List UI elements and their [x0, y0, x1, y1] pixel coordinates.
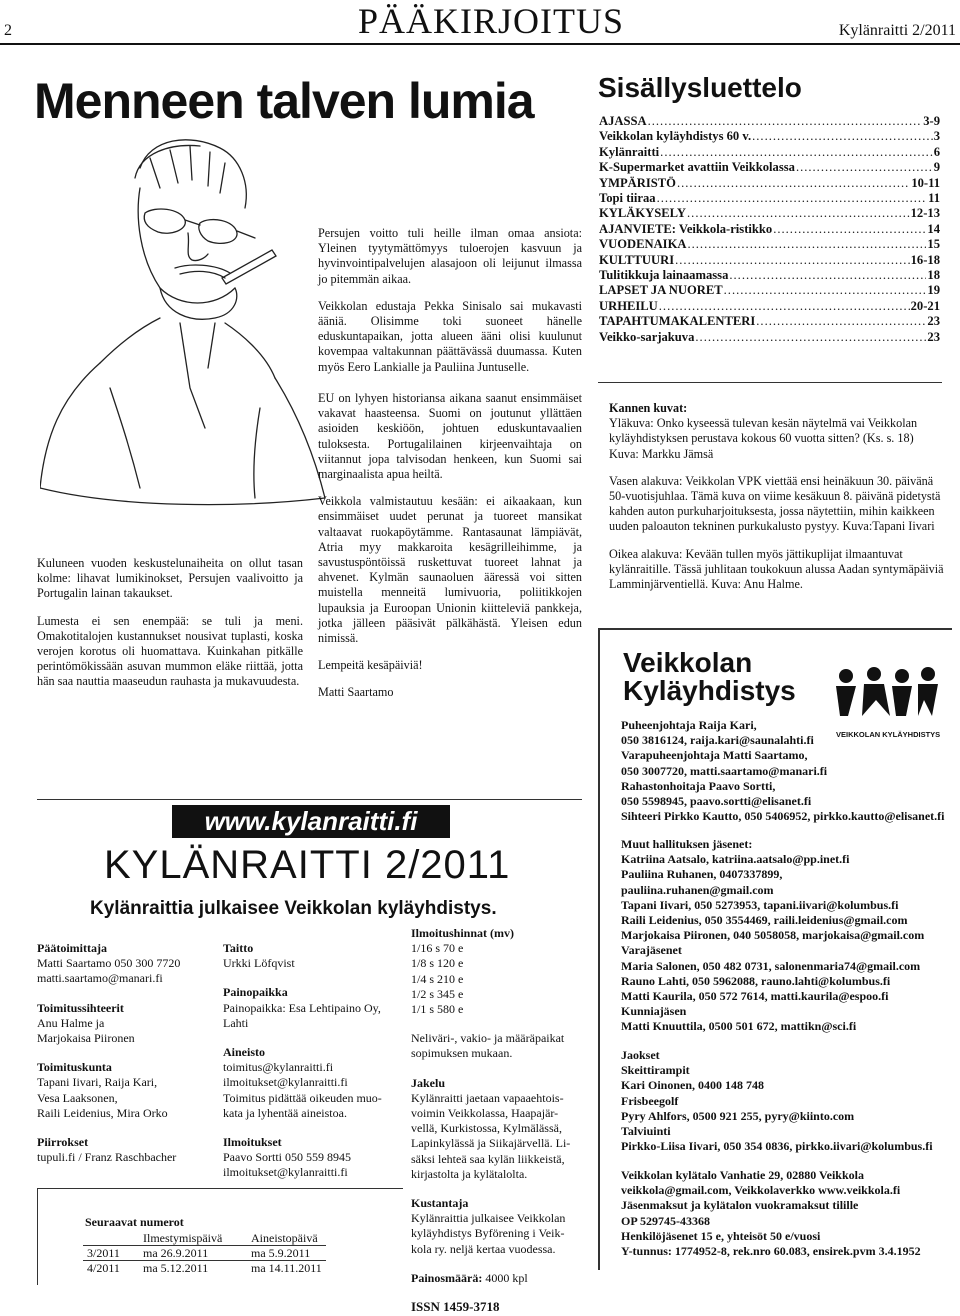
ad-price: 1/1 s 580 e [411, 1002, 464, 1017]
toc-item[interactable]: Topi tiiraa ..... 11 [599, 191, 940, 206]
association-members [621, 837, 951, 1035]
member-line: Matti Knuuttila, 0500 501 672, mattikn@sci.fi [621, 1019, 857, 1034]
distribution-line: vellä, Kurkistossa, Kylmälässä, [411, 1121, 562, 1136]
member-line: Rauno Lahti, 050 5962088, rauno.lahti@kolumbus.fi [621, 973, 891, 988]
distribution-line: Lapinkylässä ja Siikajärvellä. Li- [411, 1136, 571, 1151]
association-contact [621, 1168, 951, 1259]
officer-line: Sihteeri Pirkko Kautto, 050 5406952, pirkko.kautto@elisanet.fi [621, 809, 945, 824]
material-line: kata ja lyhentää aineistoa. [223, 1105, 347, 1120]
toc-item[interactable]: Veikkolan kyläyhdistys 60 v. ..... 3 [599, 129, 940, 144]
table-row [83, 1261, 326, 1276]
ad-price: 1/8 s 120 e [411, 956, 464, 971]
table-cell: 3/2011 [87, 1246, 120, 1260]
editor-line: matti.saartamo@manari.fi [37, 971, 163, 986]
member-line: Raili Leidenius, 050 3554469, raili.leidenius@gmail.com [621, 913, 908, 928]
masthead-col1 [37, 941, 217, 1165]
ad-note: Neliväri-, vakio- ja määräpaikat [411, 1031, 565, 1046]
member-line: Kunniajäsen [621, 1004, 687, 1019]
member-line: Matti Kaurila, 050 572 7614, matti.kaurila@espoo.fi [621, 989, 889, 1004]
contact-line: Veikkolan kylätalo Vanhatie 29, 02880 Veikkola [621, 1168, 864, 1182]
editorial-author: Matti Saartamo [318, 685, 394, 700]
editorial-col-left [37, 556, 303, 702]
editorial-board-line: Vesa Laaksonen, [37, 1090, 118, 1105]
association-sections [621, 1048, 951, 1154]
table-cell: ma 26.9.2011 [143, 1246, 209, 1260]
paragraph: Lempeitä kesäpäiviä! [318, 658, 423, 673]
distribution-heading: Jakelu [411, 1075, 446, 1090]
cover-captions [609, 401, 945, 604]
hair-stroke [150, 146, 225, 193]
editorial-headline: Menneen talven lumia [34, 73, 534, 129]
drawings-line: tupuli.fi / Franz Raschbacher [37, 1150, 177, 1165]
coat-fold [110, 388, 260, 498]
masthead-col3 [411, 926, 586, 1286]
print-run [411, 1271, 586, 1286]
toc-item[interactable]: URHEILU ..... 20-21 [599, 299, 940, 314]
association-box [598, 628, 952, 1270]
material-heading: Aineisto [223, 1045, 265, 1060]
association-officers [621, 718, 951, 824]
ad-note: sopimuksen mukaan. [411, 1046, 513, 1061]
association-logo-text: VEIKKOLAN KYLÄYHDISTYS [836, 730, 941, 739]
table-cell: ma 14.11.2011 [251, 1261, 322, 1275]
ad-price: 1/2 s 345 e [411, 986, 464, 1001]
ads-contact-line: Paavo Sortti 050 559 8945 [223, 1150, 351, 1165]
glasses-bridge [185, 220, 255, 238]
table-row [83, 1246, 326, 1261]
ads-contact-heading: Ilmoitukset [223, 1135, 282, 1150]
masthead-tagline: Kylänraittia julkaisee Veikkolan kyläyhdistys. [90, 898, 497, 919]
distribution-line: voimin Veikkolassa, Haapajär- [411, 1106, 559, 1121]
outline-bottom [40, 488, 325, 505]
toc-item[interactable]: YMPÄRISTÖ ..... 10-11 [599, 176, 940, 191]
paragraph: Kuluneen vuoden keskustelunaiheita on ollut tasan kolme: lihavat lumikinokset, Persujen vaalivoitto ja Portugalin lainan takaukset. [37, 556, 303, 601]
toc-item[interactable]: Veikko-sarjakuva ..... 23 [599, 330, 940, 345]
toc-item[interactable]: KYLÄKYSELY ..... 12-13 [599, 206, 940, 221]
publisher-heading: Kustantaja [411, 1196, 469, 1211]
print-run-label: Painosmäärä: [411, 1270, 483, 1285]
member-line: Maria Salonen, 050 482 0731, salonenmaria74@gmail.com [621, 958, 921, 973]
section-line: Pirkko-Liisa Iivari, 050 354 0836, pirkko.iivari@kolumbus.fi [621, 1139, 933, 1154]
next-issues-table [83, 1231, 326, 1275]
editor-heading: Päätoimittaja [37, 941, 107, 955]
printer-heading: Painopaikka [223, 985, 288, 1000]
ads-contact-line: ilmoitukset@kylanraitti.fi [223, 1165, 348, 1180]
cover-caption-top: Yläkuva: Onko kyseessä tulevan kesän näytelmä vai Veikkolan kyläyhdistyksen perustava kokous 60 vuotta sitten? (Ks. s. 18) Kuva: Markku Jämsä [609, 416, 918, 461]
section-line: Kari Oinonen, 0400 148 748 [621, 1078, 765, 1093]
coat [40, 363, 325, 498]
cover-caption-right: Oikea alakuva: Kevään tullen myös jättikuplijat ilmaantuvat kylänraitille. Tässä juhlitaan toukokuun alussa Aadan syntymäpäiviä Lamminjärventiellä. Kuva: Anu Halme. [609, 546, 944, 592]
ad-prices-heading: Ilmoitushinnat (mv) [411, 926, 515, 940]
print-run-value: 4000 kpl [485, 1270, 528, 1285]
shirt [180, 323, 215, 428]
table-cell: ma 5.9.2011 [251, 1246, 311, 1260]
material-line: Toimitus pidättää oikeuden muo- [223, 1090, 382, 1105]
member-line: Tapani Iivari, 050 5273953, tapani.iivari@kolumbus.fi [621, 897, 899, 912]
masthead-title: KYLÄNRAITTI 2/2011 [104, 843, 511, 887]
toc-item[interactable]: Kylänraitti ..... 6 [599, 145, 940, 160]
contact-line: veikkola@gmail.com, Veikkolaverkko www.veikkola.fi [621, 1183, 901, 1198]
section-line: Pyry Ahlfors, 0500 921 255, pyry@kiinto.com [621, 1108, 855, 1123]
officer-line: Rahastonhoitaja Paavo Sortti, [621, 778, 776, 793]
association-title-1: Veikkolan [623, 647, 753, 678]
face-outline [138, 188, 235, 303]
publisher-line: kyläyhdistys Byförening i Veik- [411, 1226, 565, 1241]
drawings-heading: Piirrokset [37, 1135, 89, 1150]
paragraph: EU on lyhyen historiansa aikana saanut ensimmäiset vakavat haasteensa. Suomi on joutunut yllättäen asioiden keskiöön, johtuen eduskuntavaalien tuloksesta. Portugalilainen kirjeenvaihtaja on viitannut jopa talvisodan henkeen, kun Suomi sai marginaalista apua heiltä. [318, 391, 582, 482]
material-line: toimitus@kylanraitti.fi [223, 1060, 334, 1075]
table-header: Ilmestymispäivä [143, 1231, 223, 1245]
contact-line: OP 529745-43368 [621, 1213, 710, 1228]
member-line: Pauliina Ruhanen, 0407337899, [621, 867, 783, 882]
toc-item[interactable]: TAPAHTUMAKALENTERI ..... 23 [599, 314, 940, 329]
table-header-row [83, 1231, 326, 1246]
contact-line: Y-tunnus: 1774952-8, rek.nro 60.083, ensirek.pvm 3.4.1952 [621, 1244, 921, 1259]
member-line: Varajäsenet [621, 943, 682, 958]
next-issues-box [37, 1188, 403, 1285]
paragraph: Persujen voitto tuli heille ilman omaa ansiota: Yleinen tyytymättömyys tuloerojen kasvuun ja hyvinvointipalvelujen alasajoon oli leijunut ilmassa jo pitemmän aikaa. [318, 226, 582, 286]
section-line: Jaokset [621, 1048, 660, 1062]
table-cell: 4/2011 [87, 1261, 120, 1275]
publisher-line: Kylänraittia julkaisee Veikkolan [411, 1211, 566, 1226]
editor-line: Matti Saartamo 050 300 7720 [37, 956, 181, 971]
layout-heading: Taitto [223, 941, 254, 955]
section-line: Frisbeegolf [621, 1093, 679, 1108]
secretaries-heading: Toimitussihteerit [37, 1000, 124, 1015]
ad-price: 1/16 s 70 e [411, 941, 464, 956]
paragraph: Veikkola valmistautuu kesään: ei aikaakaan, kun ensimmäiset uudet perunat ja tuoreet mansikat valtaavat ruokapöytämme. Rantasaunat lämpiävät, Atria myy makkaroita kesägrilleihimme, ja savustuspöntöissä ruskettuvat tuoreet lahnat ja ahvenet. Kylmän saunaoluen ääressä voi sitten muistella menneitä lumivuoria, poliitikkojen lupauksia ja Euroopan Unionin kiitteleviä pankkeja, jotka jälleen pääsivät pälkähästä. Yleisen edun nimissä. [318, 494, 582, 646]
contact-line: Henkilöjäsenet 15 e, yhteisöt 50 e/vuosi [621, 1228, 821, 1243]
editorial-board-line: Raili Leidenius, Mira Orko [37, 1105, 168, 1120]
toc-item[interactable]: LAPSET JA NUORET ..... 19 [599, 283, 940, 298]
masthead-rule [37, 799, 582, 800]
toc-rule [598, 382, 942, 383]
toc-title: Sisällysluettelo [598, 72, 802, 103]
website-url[interactable]: www.kylanraitti.fi [172, 805, 450, 838]
table-cell: ma 5.12.2011 [143, 1261, 209, 1275]
layout-line: Urkki Löfqvist [223, 956, 295, 971]
printer-line: Lahti [223, 1015, 249, 1030]
publisher-line: kola ry. neljä kertaa vuodessa. [411, 1241, 556, 1256]
issn: ISSN 1459-3718 [411, 1299, 500, 1314]
section-line: Skeittirampit [621, 1063, 690, 1078]
secretaries-line: Anu Halme ja [37, 1015, 105, 1030]
moustache [175, 265, 230, 278]
printer-line: Painopaikka: Esa Lehtipaino Oy, [223, 1000, 381, 1015]
member-line: Katriina Aatsalo, katriina.aatsalo@pp.inet.fi [621, 852, 850, 867]
toc-item[interactable]: KULTTUURI ..... 16-18 [599, 253, 940, 268]
editorial-col-mid-top [318, 226, 582, 387]
paragraph: Lumesta ei sen enempää: se tuli ja meni. Omakotitalojen kustannukset nousivat tuplasti, koska verojen korotus oli huomattava. Kuinkahan pitkälle perintömökissään asuvan mummon eläke riittää, jotta hän saa nauttia maaseudun rauhasta ja mukavuudesta. [37, 613, 303, 689]
cover-heading: Kannen kuvat: [609, 401, 688, 415]
header-rule [0, 43, 960, 45]
toc-item[interactable]: AJASSA ..... 3-9 [599, 114, 940, 129]
pencil [222, 250, 276, 284]
editorial-board-heading: Toimituskunta [37, 1060, 112, 1075]
page-number: 2 [4, 22, 12, 39]
officer-line: 050 3007720, matti.saartamo@manari.fi [621, 763, 828, 778]
ad-price: 1/4 s 210 e [411, 971, 464, 986]
member-line: Muut hallituksen jäsenet: [621, 837, 753, 851]
glasses [199, 220, 237, 244]
paragraph: Veikkolan edustaja Pekka Sinisalo sai mukavasti ääniä. Olisimme toki suoneet hänelle eduskuntapaikan, jotta alueen ääni olisi kuulunut kovempaa valtakunnan päättävässä duumassa. Kuten myös Eero Lankialle ja Pauliina Juntuselle. [318, 298, 582, 374]
issue-label: Kylänraitti 2/2011 [838, 22, 956, 39]
distribution-line: kirjastolta ja kylätalolta. [411, 1166, 528, 1181]
section-title: PÄÄKIRJOITUS [358, 1, 625, 41]
member-line: pauliina.ruhanen@gmail.com [621, 882, 774, 897]
cover-caption-left: Vasen alakuva: Veikkolan VPK viettää ensi heinäkuun 30. päivänä 50-vuotisjuhlaa. Tämä kuva on viime kesäkuun 8. päivänä pidetystä kahden auton purkuharjoituksesta, jossa näytettiin, mihin kaikkeen uuden paloauton tekninen purkukalusto pystyy. Kuva:Tapani Iivari [609, 473, 941, 534]
distribution-line: Kylänraitti jaetaan vapaaehtois- [411, 1090, 564, 1105]
distribution-line: säksi lehteä saa kylän liikkeistä, [411, 1151, 565, 1166]
contact-line: Jäsenmaksut ja kylätalon vuokramaksut tilille [621, 1198, 859, 1213]
toc-item[interactable]: Tulitikkuja lainaamassa ..... 18 [599, 268, 940, 283]
secretaries-line: Marjokaisa Piironen [37, 1031, 135, 1046]
officer-line: 050 3816124, raija.kari@saunalahti.fi [621, 733, 814, 748]
toc-list [599, 114, 940, 345]
table-header: Aineistopäivä [251, 1231, 318, 1245]
officer-line: Varapuheenjohtaja Matti Saartamo, [621, 748, 808, 763]
editorial-board-line: Tapani Iivari, Raija Kari, [37, 1075, 158, 1090]
masthead-col2 [223, 941, 403, 1181]
toc-item[interactable]: VUODENAIKA ..... 15 [599, 237, 940, 252]
editorial-col-mid-bottom [318, 391, 582, 713]
officer-line: Puheenjohtaja Raija Kari, [621, 718, 757, 732]
toc-item[interactable]: AJANVIETE: Veikkola-ristikko ..... 14 [599, 222, 940, 237]
nose [188, 233, 208, 261]
officer-line: 050 5598945, paavo.sortti@elisanet.fi [621, 794, 812, 809]
member-line: Marjokaisa Piironen, 040 5058058, marjokaisa@gmail.com [621, 928, 925, 943]
toc-item[interactable]: K-Supermarket avattiin Veikkolassa ..... 9 [599, 160, 940, 175]
association-title-2: Kyläyhdistys [623, 675, 796, 706]
section-line: Talviuinti [621, 1124, 671, 1139]
caricature-sketch-icon [40, 128, 330, 508]
next-issues-title: Seuraavat numerot [85, 1215, 184, 1229]
glasses [144, 209, 185, 233]
material-line: ilmoitukset@kylanraitti.fi [223, 1075, 348, 1090]
